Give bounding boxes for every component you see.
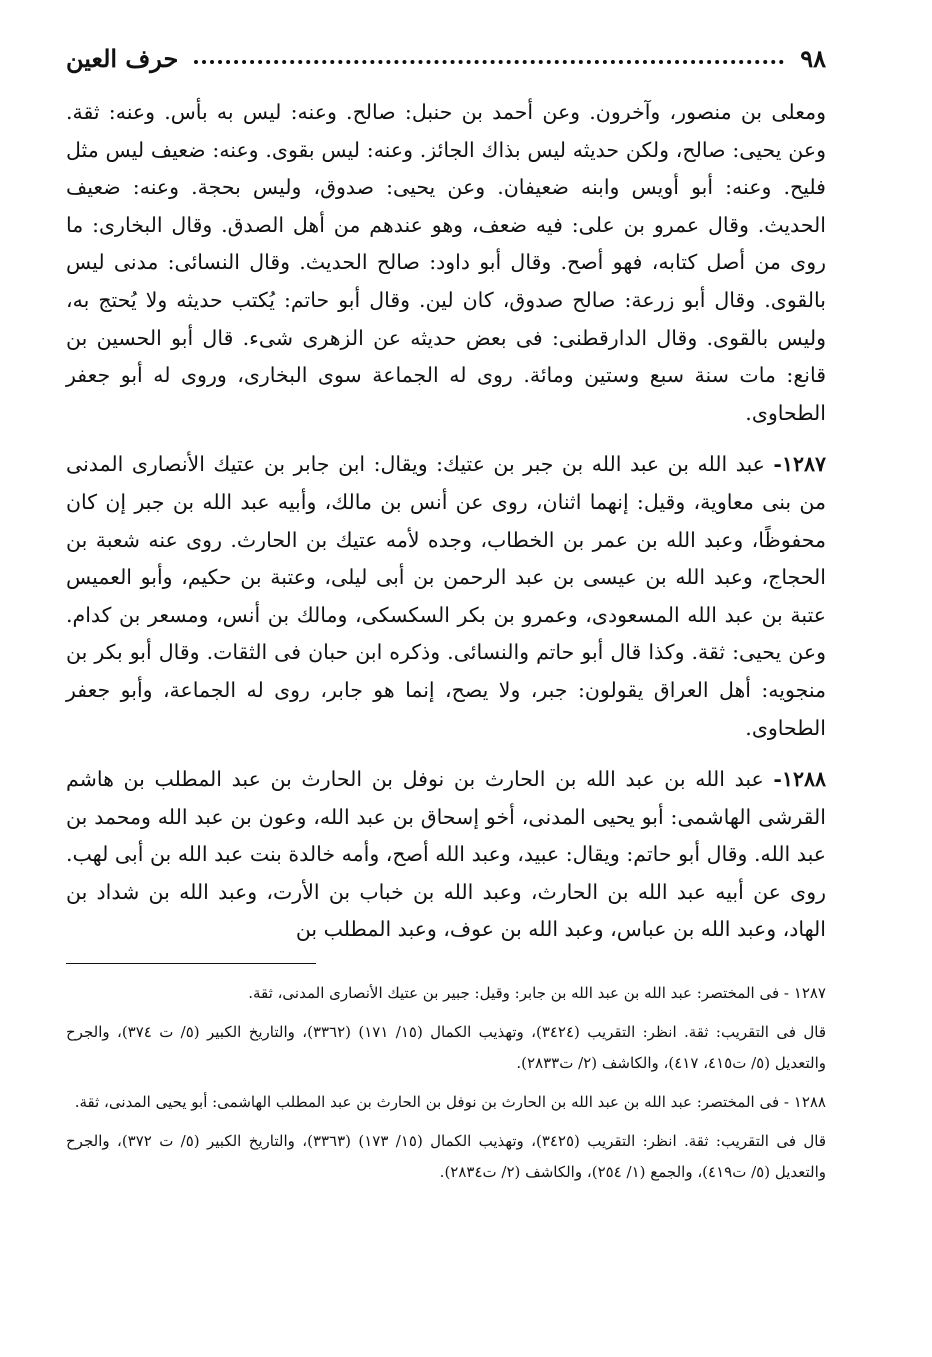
footnote-1287-references: قال فى التقريب: ثقة. انظر: التقريب (٣٤٢٤)، وتهذيب الكمال (١٥/ ١٧١) (٣٣٦٢)، والتاريخ الكبير (٥/ ت ٣٧٤)، والجرح والتعديل (٥/ ت٤١٥، ٤١٧)، والكاشف (٢/ ت٢٨٣٣). [66, 1023, 826, 1073]
footnote-separator [66, 963, 316, 964]
entry-number: ١٢٨٧- [773, 452, 826, 477]
footnote-1287-summary: ١٢٨٧ - فى المختصر: عبد الله بن عبد الله بن جابر: وقيل: جبير بن عتيك الأنصارى المدنى، ثقة. [248, 984, 826, 1003]
footnotes [66, 978, 826, 1188]
dotted-leader [194, 60, 784, 64]
main-text [66, 94, 826, 949]
entry-number: ١٢٨٨- [773, 767, 826, 792]
book-page [66, 38, 826, 1338]
running-title: حرف العين [66, 43, 179, 73]
entry-text: عبد الله بن عبد الله بن الحارث بن نوفل بن الحارث بن عبد المطلب بن هاشم القرشى الهاشمى: أبو يحيى المدنى، أخو إسحاق بن عبد الله، وعون بن عبد الله ومحمد بن عبد الله. وقال أبو حاتم: ويقال: عبيد، وعبد الله أصح، وأمه خالدة بنت عبد الله بن أبى لهب. روى عن أبيه عبد الله بن الحارث، وعبد الله بن خباب بن الأرت، وعبد الله بن شداد بن الهاد، وعبد الله بن عباس، وعبد الله بن عوف، وعبد المطلب بن [66, 767, 826, 942]
page-number: ٩٨ [800, 43, 826, 73]
entry-text: عبد الله بن عبد الله بن جبر بن عتيك: ويقال: ابن جابر بن عتيك الأنصارى المدنى من بنى معاوية، وقيل: إنهما اثنان، روى عن أنس بن مالك، وأبيه عبد الله بن جبر إن كان محفوظًا، وعبد الله بن عمر بن الخطاب، وجده لأمه عتيك بن الحارث. روى عنه شعبة بن الحجاج، وعبد الله بن عيسى بن عبد الرحمن بن أبى ليلى، وعتبة بن حكيم، وأبو العميس عتبة بن عبد الله المسعودى، وعمرو بن بكر السكسكى، ومالك بن أنس، ومسعر بن كدام. وعن يحيى: ثقة. وكذا قال أبو حاتم والنسائى. وذكره ابن حبان فى الثقات. وقال أبو بكر بن منجويه: أهل العراق يقولون: جبر، ولا يصح، إنما هو جابر، روى له الجماعة، وأبو جعفر الطحاوى. [66, 452, 826, 740]
entry-1287 [66, 446, 826, 747]
entry-1288 [66, 761, 826, 949]
footnote-1288-references: قال فى التقريب: ثقة. انظر: التقريب (٣٤٢٥)، وتهذيب الكمال (١٥/ ١٧٣) (٣٣٦٣)، والتاريخ الكبير (٥/ ت ٣٧٢)، والجرح والتعديل (٥/ ت٤١٩)، والجمع (١/ ٢٥٤)، والكاشف (٢/ ت٢٨٣٤). [66, 1132, 826, 1182]
page-header [66, 38, 826, 78]
paragraph-continuation: ومعلى بن منصور، وآخرون. وعن أحمد بن حنبل: صالح. وعنه: ليس به بأس. وعنه: ثقة. وعن يحيى: صالح، ولكن حديثه ليس بذاك الجائز. وعنه: ليس بقوى. وعنه: ضعيف ليس مثل فليح. وعنه: أبو أويس وابنه ضعيفان. وعن يحيى: صدوق، وليس بحجة. وعنه: ضعيف الحديث. وقال عمرو بن على: فيه ضعف، وهو عندهم من أهل الصدق. وقال البخارى: ما روى من أصل كتابه، فهو أصح. وقال أبو داود: صالح الحديث. وقال النسائى: مدنى ليس بالقوى. وقال أبو زرعة: صالح صدوق، كان لين. وقال أبو حاتم: يُكتب حديثه ولا يُحتج به، وليس بالقوى. وقال الدارقطنى: فى بعض حديثه عن الزهرى شىء. قال أبو الحسين بن قانع: مات سنة سبع وستين ومائة. روى له الجماعة سوى البخارى، وروى له أبو جعفر الطحاوى. [66, 100, 826, 425]
footnote-1288-summary: ١٢٨٨ - فى المختصر: عبد الله بن عبد الله بن الحارث بن نوفل بن الحارث بن عبد المطلب الهاشمى: أبو يحيى المدنى، ثقة. [74, 1093, 826, 1112]
